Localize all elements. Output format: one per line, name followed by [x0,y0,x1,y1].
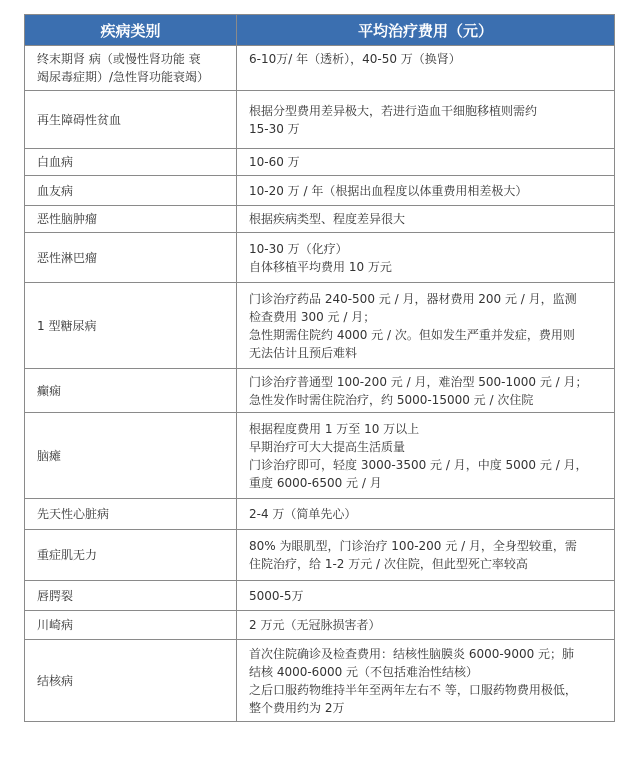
header-average-cost: 平均治疗费用（元） [237,15,615,46]
cost-text: 重度 6000-6500 元 / 月 [249,475,382,490]
table-row [25,149,615,176]
cost-cell [237,149,615,176]
cost-text: 门诊治疗即可，轻度 3000-3500 元 / 月，中度 5000 元 / 月， [249,457,588,472]
disease-name-cell [25,91,237,149]
header-disease-category: 疾病类别 [25,15,237,46]
cost-cell [237,233,615,283]
cost-cell [237,369,615,413]
cost-text: 检查费用 300 元 / 月； [249,309,376,324]
table-row [25,499,615,530]
cost-cell [237,499,615,530]
disease-name: 脑瘫 [37,448,62,463]
disease-name: 再生障碍性贫血 [37,112,122,127]
disease-name-cell [25,640,237,722]
cost-text: 门诊治疗普通型 100-200 元 / 月，难治型 500-1000 元 / 月； [249,374,588,389]
disease-cost-table [24,14,615,722]
disease-name: 血友病 [37,183,74,198]
table-row [25,581,615,611]
cost-text: 住院治疗，给 1-2 万元 / 次住院，但此型死亡率较高 [249,557,528,571]
cost-text: 急性发作时需住院治疗，约 5000-15000 元 / 次住院 [249,392,534,407]
disease-name-cell [25,530,237,581]
disease-name-cell [25,233,237,283]
cost-text: 结核 4000-6000 元（不包括难治性结核） [249,664,479,679]
disease-name: 恶性脑肿瘤 [37,212,98,226]
table-row [25,611,615,640]
cost-text: 整个费用约为 2万 [249,700,345,715]
disease-name-cell [25,369,237,413]
cost-text: 急性期需住院约 4000 元 / 次。但如发生严重并发症，费用则 [249,327,575,342]
disease-name: 1 型糖尿病 [37,318,97,333]
cost-text: 10-20 万 / 年（根据出血程度以体重费用相差极大） [249,183,528,198]
cost-text: 根据程度费用 1 万至 10 万以上 [249,421,420,436]
table-row [25,530,615,581]
disease-name-cell [25,176,237,206]
disease-name: 终末期肾 病（或慢性肾功能 衰 [37,52,201,66]
cost-text: 15-30 万 [249,121,300,136]
cost-text: 门诊治疗药品 240-500 元 / 月，器材费用 200 元 / 月，监测 [249,291,577,306]
cost-text: 10-60 万 [249,155,300,169]
cost-cell [237,611,615,640]
cost-table-container [24,14,614,722]
disease-name: 重症肌无力 [37,548,98,562]
cost-cell [237,46,615,91]
cost-text: 根据分型费用差异极大，若进行造血干细胞移植则需约 [249,103,538,118]
cost-cell [237,176,615,206]
disease-name: 唇腭裂 [37,588,74,603]
disease-name-cell [25,611,237,640]
disease-name-cell [25,46,237,91]
table-row [25,640,615,722]
cost-text: 早期治疗可大大提高生活质量 [249,439,406,454]
table-row [25,369,615,413]
table-row [25,283,615,369]
cost-cell [237,581,615,611]
table-row [25,413,615,499]
disease-name: 恶性淋巴瘤 [37,250,98,265]
cost-cell [237,91,615,149]
disease-name: 竭尿毒症期）/急性肾功能衰竭） [37,70,210,84]
cost-text: 80% 为眼肌型，门诊治疗 100-200 元 / 月，全身型较重，需 [249,539,577,553]
disease-name-cell [25,206,237,233]
table-row [25,233,615,283]
cost-cell [237,206,615,233]
table-row [25,46,615,91]
table-row [25,206,615,233]
disease-name-cell [25,413,237,499]
table-row [25,176,615,206]
disease-name: 白血病 [37,155,74,169]
cost-text: 2 万元（无冠脉损害者） [249,618,381,632]
cost-text: 之后口服药物维持半年至两年左右不 等，口服药物费用极低， [249,682,577,697]
cost-text: 根据疾病类型、程度差异很大 [249,212,406,226]
cost-text: 5000-5万 [249,588,304,603]
cost-cell [237,413,615,499]
cost-cell [237,283,615,369]
disease-name: 结核病 [37,673,74,688]
disease-name-cell [25,149,237,176]
disease-name-cell [25,581,237,611]
table-header-row [25,15,615,46]
cost-text: 10-30 万（化疗） [249,241,348,256]
cost-text: 首次住院确诊及检查费用：结核性脑膜炎 6000-9000 元；肺 [249,646,575,661]
cost-text: 2-4 万（简单先心） [249,507,357,521]
table-row [25,91,615,149]
disease-name: 癫痫 [37,383,62,398]
disease-name-cell [25,283,237,369]
table-body [25,46,615,722]
disease-name: 川崎病 [37,618,74,632]
disease-name: 先天性心脏病 [37,507,110,521]
cost-text: 6-10万/ 年（透析），40-50 万（换肾） [249,52,461,66]
cost-cell [237,530,615,581]
cost-text: 无法估计且预后难料 [249,345,358,360]
cost-cell [237,640,615,722]
disease-name-cell [25,499,237,530]
cost-text: 自体移植平均费用 10 万元 [249,259,392,274]
